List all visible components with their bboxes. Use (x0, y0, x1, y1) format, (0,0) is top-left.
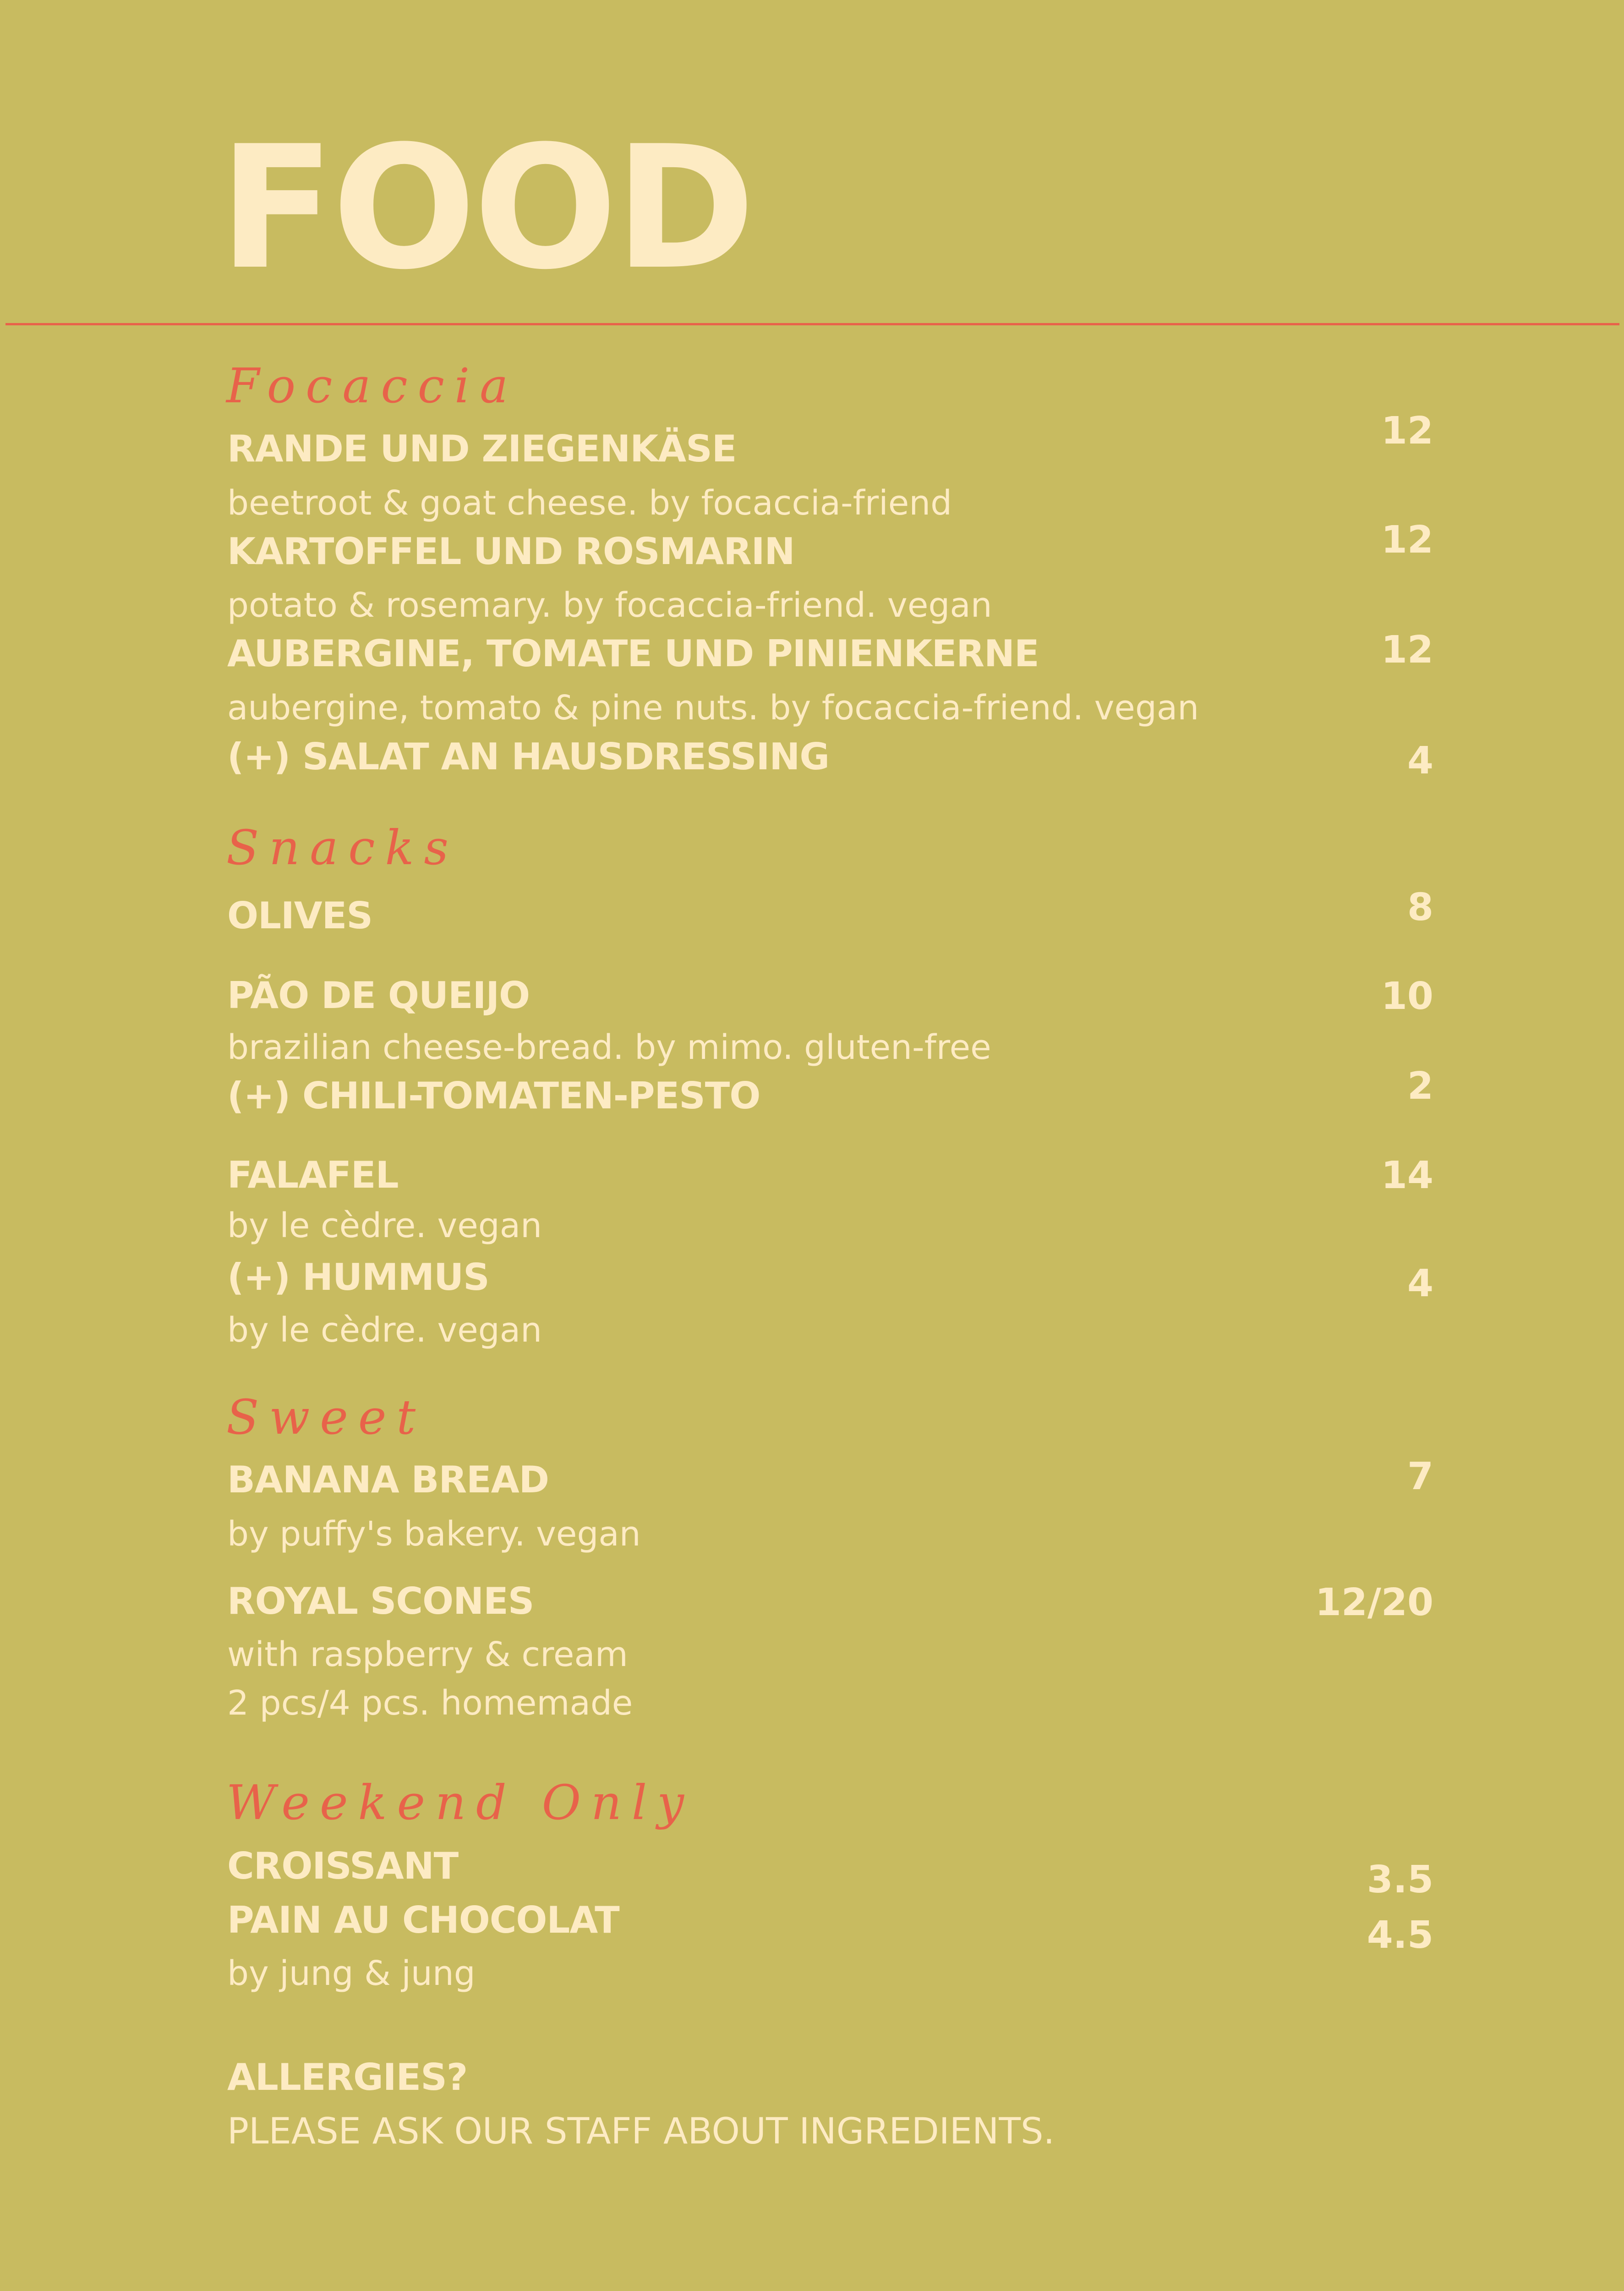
menu-item-description: beetroot & goat cheese. by focaccia-friend (227, 483, 952, 523)
section-heading-sweet: Sweet (226, 1389, 426, 1445)
menu-item-price: 10 (1381, 975, 1433, 1018)
menu-item-name: CROISSANT (227, 1845, 459, 1887)
menu-item-description: potato & rosemary. by focaccia-friend. vegan (227, 586, 992, 625)
menu-item-name: PAIN AU CHOCOLAT (227, 1899, 619, 1941)
menu-item-price: 8 (1407, 886, 1433, 929)
menu-item-description: brazilian cheese-bread. by mimo. gluten-free (227, 1028, 991, 1067)
menu-item-name: (+) CHILI-TOMATEN-PESTO (227, 1074, 760, 1117)
menu-item-description: by puffy's bakery. vegan (227, 1514, 641, 1554)
allergies-heading: ALLERGIES? (227, 2056, 468, 2099)
menu-item-price: 7 (1407, 1455, 1433, 1498)
menu-item-price: 12 (1381, 518, 1433, 562)
menu-item-price: 12 (1381, 409, 1433, 453)
menu-item-name: OLIVES (227, 894, 372, 937)
menu-item-description: by le cèdre. vegan (227, 1310, 542, 1350)
menu-item-description: aubergine, tomato & pine nuts. by focaccia-friend. vegan (227, 688, 1199, 728)
menu-item-name: AUBERGINE, TOMATE UND PINIENKERNE (227, 632, 1039, 675)
menu-item-price: 2 (1407, 1064, 1433, 1108)
menu-item-description: by jung & jung (227, 1954, 476, 1993)
menu-item-description: by le cèdre. vegan (227, 1206, 542, 1245)
menu-item-price: 12 (1381, 628, 1433, 672)
menu-item-price: 4.5 (1367, 1913, 1433, 1957)
menu-item-description: with raspberry & cream (227, 1635, 628, 1674)
menu-item-name: (+) SALAT AN HAUSDRESSING (227, 735, 830, 778)
section-heading-snacks: Snacks (226, 820, 459, 876)
section-heading-weekend-only: Weekend Only (226, 1775, 694, 1831)
title-divider (5, 323, 1619, 325)
menu-item-price: 12/20 (1315, 1581, 1433, 1624)
allergies-notice: PLEASE ASK OUR STAFF ABOUT INGREDIENTS. (227, 2111, 1055, 2152)
menu-item-name: RANDE UND ZIEGENKÄSE (227, 428, 737, 470)
section-heading-focaccia: Focaccia (226, 358, 519, 414)
menu-item-name: (+) HUMMUS (227, 1256, 489, 1299)
menu-item-description: 2 pcs/4 pcs. homemade (227, 1683, 633, 1723)
menu-item-name: BANANA BREAD (227, 1458, 549, 1501)
page-title: FOOD (219, 110, 753, 307)
menu-item-price: 4 (1407, 739, 1433, 783)
menu-item-name: ROYAL SCONES (227, 1580, 534, 1622)
menu-item-name: PÃO DE QUEIJO (227, 974, 530, 1017)
menu-item-name: FALAFEL (227, 1154, 399, 1196)
menu-item-price: 3.5 (1367, 1858, 1433, 1902)
menu-item-name: KARTOFFEL UND ROSMARIN (227, 530, 795, 573)
menu-item-price: 14 (1381, 1154, 1433, 1197)
menu-item-price: 4 (1407, 1262, 1433, 1305)
